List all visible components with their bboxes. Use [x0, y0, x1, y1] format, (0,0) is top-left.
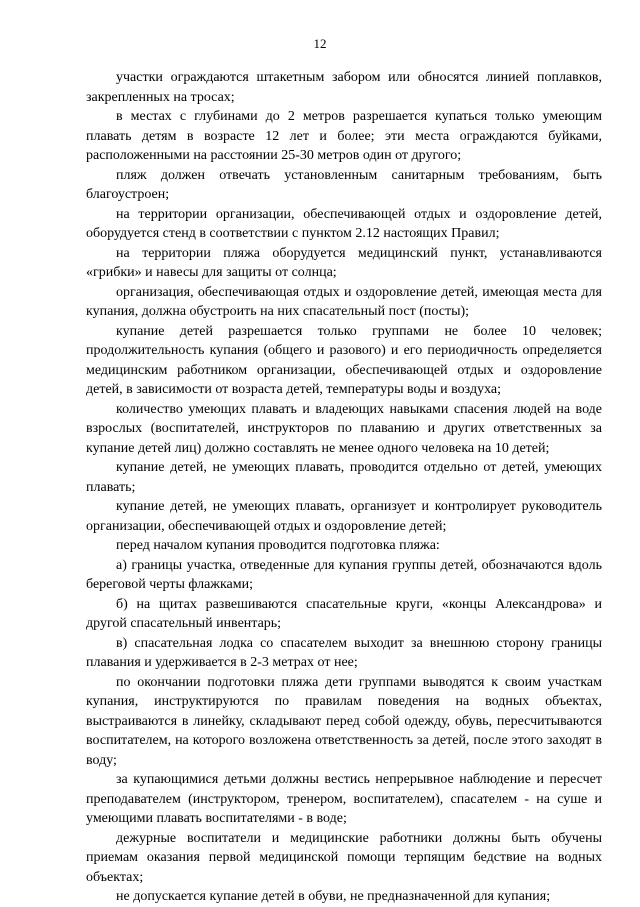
paragraph: по окончании подготовки пляжа дети группами выводятся к своим участкам купания, инструктируются по правилам поведения на водных объектах, выстраиваются в линейку, складывают перед собой одежду, обувь, пересчитываются воспитателем, на которого возложена ответственность за детей, после этого заходят в воду; — [86, 674, 602, 768]
paragraph: купание детей, не умеющих плавать, организует и контролирует руководитель организации, обеспечивающей отдых и оздоровление детей; — [86, 499, 602, 534]
paragraph: пляж должен отвечать установленным санитарным требованиям, быть благоустроен; — [86, 167, 602, 202]
paragraph: не допускается купание детей в обуви, не предназначенной для купания; — [116, 889, 551, 904]
paragraph: в местах с глубинами до 2 метров разрешается купаться только умеющим плавать детям в возрасте 12 лет и более; эти места ограждаются буйками, расположенными на расстоянии 25-30 метров один от другого; — [86, 109, 602, 163]
paragraph: а) границы участка, отведенные для купания группы детей, обозначаются вдоль береговой черты флажками; — [86, 557, 602, 592]
paragraph: дежурные воспитатели и медицинские работники должны быть обучены приемам оказания первой медицинской помощи терпящим бедствие на водных объектах; — [86, 830, 602, 885]
paragraph: за купающимися детьми должны вестись непрерывное наблюдение и пересчет преподавателем (инструктором, тренером, воспитателем), спасателем - на суше и умеющими плавать воспитателями - в воде; — [86, 772, 602, 826]
paragraph: участки ограждаются штакетным забором или обносятся линией поплавков, закрепленных на тросах; — [86, 70, 602, 105]
paragraph: б) на щитах развешиваются спасательные круги, «концы Александрова» и другой спасательный инвентарь; — [86, 596, 602, 631]
paragraph: купание детей, не умеющих плавать, проводится отдельно от детей, умеющих плавать; — [86, 460, 602, 495]
paragraph: перед началом купания проводится подготовка пляжа: — [116, 538, 440, 553]
document-body — [86, 68, 602, 907]
paragraph: на территории пляжа оборудуется медицинский пункт, устанавливаются «грибки» и навесы для защиты от солнца; — [86, 245, 602, 280]
paragraph: в) спасательная лодка со спасателем выходит за внешнюю сторону границы плавания и удерживается в 2-3 метрах от нее; — [86, 635, 602, 670]
paragraph: количество умеющих плавать и владеющих навыками спасения людей на воде взрослых (воспитателей, инструкторов по плаванию и других ответственных за купание детей лиц) должно составлять не менее одного человека на 10 детей; — [86, 401, 602, 456]
paragraph: организация, обеспечивающая отдых и оздоровление детей, имеющая места для купания, должна обустроить на них спасательный пост (посты); — [86, 284, 602, 319]
page-number: 12 — [313, 36, 327, 51]
paragraph: купание детей разрешается только группами не более 10 человек; продолжительность купания (общего и разового) и его периодичность определяется медицинским работником организации, обеспечивающей отдых и оздоровление детей, в зависимости от возраста детей, температуры воды и воздуха; — [86, 323, 602, 397]
paragraph: на территории организации, обеспечивающей отдых и оздоровление детей, оборудуется стенд в соответствии с пунктом 2.12 настоящих Правил; — [86, 206, 602, 241]
